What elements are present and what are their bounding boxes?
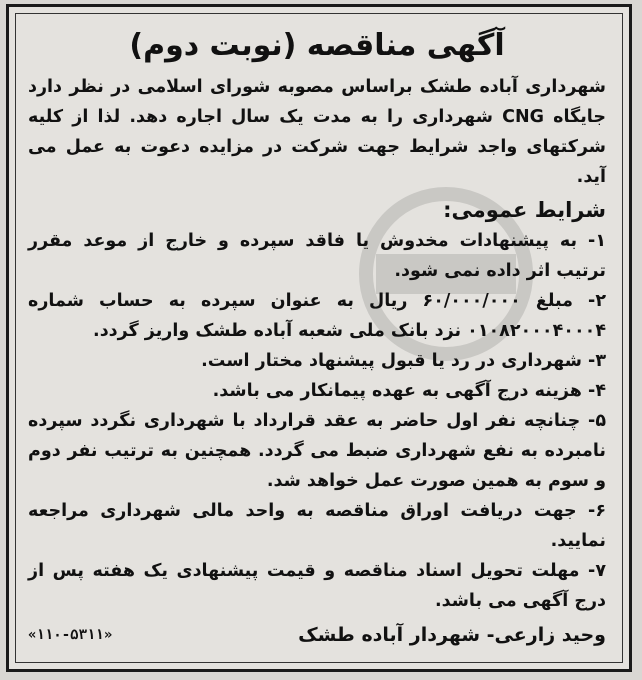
condition-item-6: ۶- جهت دریافت اوراق مناقصه به واحد مالی شهرداری مراجعه نمایید. — [28, 501, 606, 551]
notice-content — [28, 24, 606, 652]
condition-item-5: ۵- چنانچه نفر اول حاضر به عقد قرارداد با شهرداری نگردد سپرده نامبرده به نفع شهرداری ضبط می گردد. همچنین به ترتیب نفر دوم و سوم به همین صورت عمل خواهد شد. — [28, 411, 606, 491]
conditions-heading: شرایط عمومی: — [443, 198, 606, 222]
notice-frame — [6, 4, 632, 672]
notice-footer — [28, 618, 606, 652]
notice-code: «۱۱۰-۵۳۱۱» — [28, 627, 113, 643]
notice-intro: شهرداری آباده طشک براساس مصوبه شورای اسلامی در نظر دارد جایگاه CNG شهرداری را به مدت یک سال اجاره دهد. لذا از کلیه شرکتهای واجد شرایط جهت شرکت در مزایده دعوت به عمل می آید. — [28, 77, 606, 187]
condition-item-3: ۳- شهرداری در رد یا قبول پیشنهاد مختار است. — [201, 351, 606, 371]
condition-item-2: ۲- مبلغ ۶۰/۰۰۰/۰۰۰ ریال به عنوان سپرده به حساب شماره ۰۱۰۸۲۰۰۰۴۰۰۰۴ نزد بانک ملی شعبه آباده طشک واریز گردد. — [28, 291, 606, 341]
notice-title: آگهی مناقصه (نوبت دوم) — [129, 28, 505, 63]
condition-item-1: ۱- به پیشنهادات مخدوش یا فاقد سپرده و خارج از موعد مقرر ترتیب اثر داده نمی شود. — [28, 231, 606, 281]
notice-inner-border — [15, 13, 623, 663]
condition-item-4: ۴- هزینه درج آگهی به عهده پیمانکار می باشد. — [212, 381, 606, 401]
signature: وحید زارعی- شهردار آباده طشک — [298, 624, 606, 646]
condition-item-7: ۷- مهلت تحویل اسناد مناقصه و قیمت پیشنهادی یک هفته پس از درج آگهی می باشد. — [28, 561, 606, 611]
